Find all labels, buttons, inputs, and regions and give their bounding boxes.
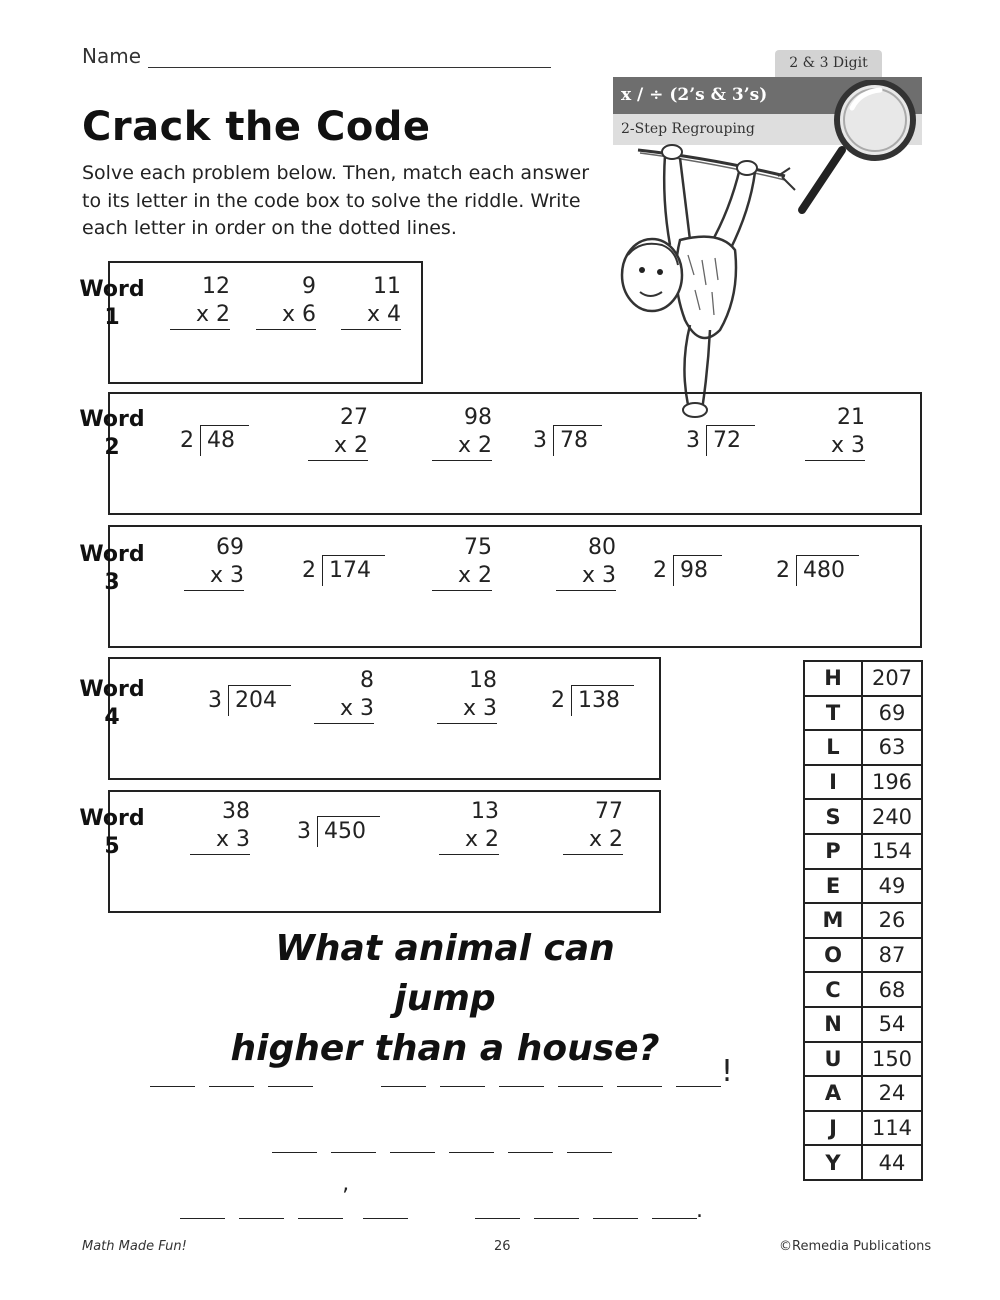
code-row [804, 765, 922, 800]
problem: 2 480 [776, 555, 859, 585]
answer-blank[interactable] [180, 1218, 225, 1219]
word-4-box[interactable] [108, 657, 661, 780]
answer-blank[interactable] [209, 1086, 254, 1087]
code-row [804, 730, 922, 765]
footer-series: Math Made Fun! [82, 1239, 187, 1254]
code-letter: M [804, 903, 862, 938]
answer-blank[interactable] [617, 1086, 662, 1087]
problem: 12 x 2 [170, 273, 230, 330]
problem: 38 x 3 [190, 798, 250, 855]
answer-blank[interactable] [567, 1152, 612, 1153]
problem: 13 x 2 [439, 798, 499, 855]
problem: 3 72 [686, 425, 755, 455]
topic-bar: x / ÷ (2’s & 3’s) [613, 77, 922, 114]
code-letter: T [804, 696, 862, 731]
answer-blank[interactable] [363, 1218, 408, 1219]
code-value: 26 [862, 903, 922, 938]
code-value: 54 [862, 1007, 922, 1042]
code-letter: S [804, 799, 862, 834]
problem: 2 174 [302, 555, 385, 585]
name-field[interactable] [148, 67, 551, 68]
code-letter: U [804, 1042, 862, 1077]
code-row [804, 799, 922, 834]
exclamation-mark: ! [721, 1054, 734, 1089]
answer-blank[interactable] [593, 1218, 638, 1219]
answer-blank[interactable] [440, 1086, 485, 1087]
answer-blank[interactable] [652, 1218, 697, 1219]
code-value: 24 [862, 1076, 922, 1111]
instructions: Solve each problem below. Then, match each answer to its letter in the code box to solve the riddle. Write each letter in order on the dotted lines. [82, 162, 590, 239]
apostrophe: ’ [342, 1185, 349, 1210]
word-3-label: Word 3 [79, 542, 145, 595]
problem: 2 48 [180, 425, 249, 455]
code-row [804, 869, 922, 904]
code-letter: L [804, 730, 862, 765]
code-value: 63 [862, 730, 922, 765]
code-letter: N [804, 1007, 862, 1042]
code-row [804, 1007, 922, 1042]
code-row [804, 938, 922, 973]
code-row [804, 1145, 922, 1180]
code-letter: J [804, 1111, 862, 1146]
monkey-illustration [590, 80, 930, 420]
code-row [804, 696, 922, 731]
code-value: 49 [862, 869, 922, 904]
answer-blank[interactable] [331, 1152, 376, 1153]
digit-tab: 2 & 3 Digit [775, 50, 882, 77]
code-letter: O [804, 938, 862, 973]
problem: 9 x 6 [256, 273, 316, 330]
riddle-question: What animal can jump higher than a house? [230, 928, 660, 1069]
problem: 77 x 2 [563, 798, 623, 855]
problem: 75 x 2 [432, 534, 492, 591]
code-value: 68 [862, 972, 922, 1007]
word-1-label: Word 1 [79, 277, 145, 330]
magnifying-glass-icon [802, 82, 913, 210]
answer-blank[interactable] [499, 1086, 544, 1087]
page-number: 26 [494, 1239, 511, 1254]
code-letter: Y [804, 1145, 862, 1180]
code-letter: A [804, 1076, 862, 1111]
problem: 21 x 3 [805, 404, 865, 461]
code-value: 154 [862, 834, 922, 869]
problem: 3 78 [533, 425, 602, 455]
code-letter: E [804, 869, 862, 904]
answer-blank[interactable] [558, 1086, 603, 1087]
code-row [804, 903, 922, 938]
problem: 98 x 2 [432, 404, 492, 461]
word-5-label: Word 5 [79, 806, 145, 859]
code-value: 69 [862, 696, 922, 731]
problem: 11 x 4 [341, 273, 401, 330]
code-row [804, 661, 922, 696]
code-row [804, 1076, 922, 1111]
name-label: Name [82, 44, 142, 68]
problem: 2 138 [551, 685, 634, 715]
answer-blank[interactable] [449, 1152, 494, 1153]
answer-blank[interactable] [239, 1218, 284, 1219]
code-value: 196 [862, 765, 922, 800]
problem: 3 204 [208, 685, 291, 715]
problem: 27 x 2 [308, 404, 368, 461]
problem: 2 98 [653, 555, 722, 585]
code-letter: P [804, 834, 862, 869]
code-row [804, 834, 922, 869]
subtopic-bar: 2-Step Regrouping [613, 114, 922, 145]
code-letter: H [804, 661, 862, 696]
answer-blank[interactable] [676, 1086, 721, 1087]
answer-blank[interactable] [298, 1218, 343, 1219]
answer-blank[interactable] [390, 1152, 435, 1153]
answer-blank[interactable] [381, 1086, 426, 1087]
answer-blank[interactable] [150, 1086, 195, 1087]
footer-publisher: ©Remedia Publications [779, 1239, 932, 1254]
code-box [803, 660, 923, 1181]
answer-blank[interactable] [268, 1086, 313, 1087]
word-4-label: Word 4 [79, 677, 145, 730]
code-value: 240 [862, 799, 922, 834]
problem: 69 x 3 [184, 534, 244, 591]
problem: 18 x 3 [437, 667, 497, 724]
code-value: 87 [862, 938, 922, 973]
problem: 8 x 3 [314, 667, 374, 724]
code-value: 207 [862, 661, 922, 696]
code-value: 150 [862, 1042, 922, 1077]
answer-blank[interactable] [272, 1152, 317, 1153]
answer-blank[interactable] [508, 1152, 553, 1153]
word-2-label: Word 2 [79, 407, 145, 460]
code-letter: I [804, 765, 862, 800]
code-value: 114 [862, 1111, 922, 1146]
page-title: Crack the Code [82, 104, 431, 150]
code-row [804, 1042, 922, 1077]
answer-blank[interactable] [475, 1218, 520, 1219]
code-value: 44 [862, 1145, 922, 1180]
code-row [804, 1111, 922, 1146]
answer-blank[interactable] [534, 1218, 579, 1219]
problem: 80 x 3 [556, 534, 616, 591]
code-row [804, 972, 922, 1007]
problem: 3 450 [297, 816, 380, 846]
code-letter: C [804, 972, 862, 1007]
period: . [696, 1198, 703, 1223]
